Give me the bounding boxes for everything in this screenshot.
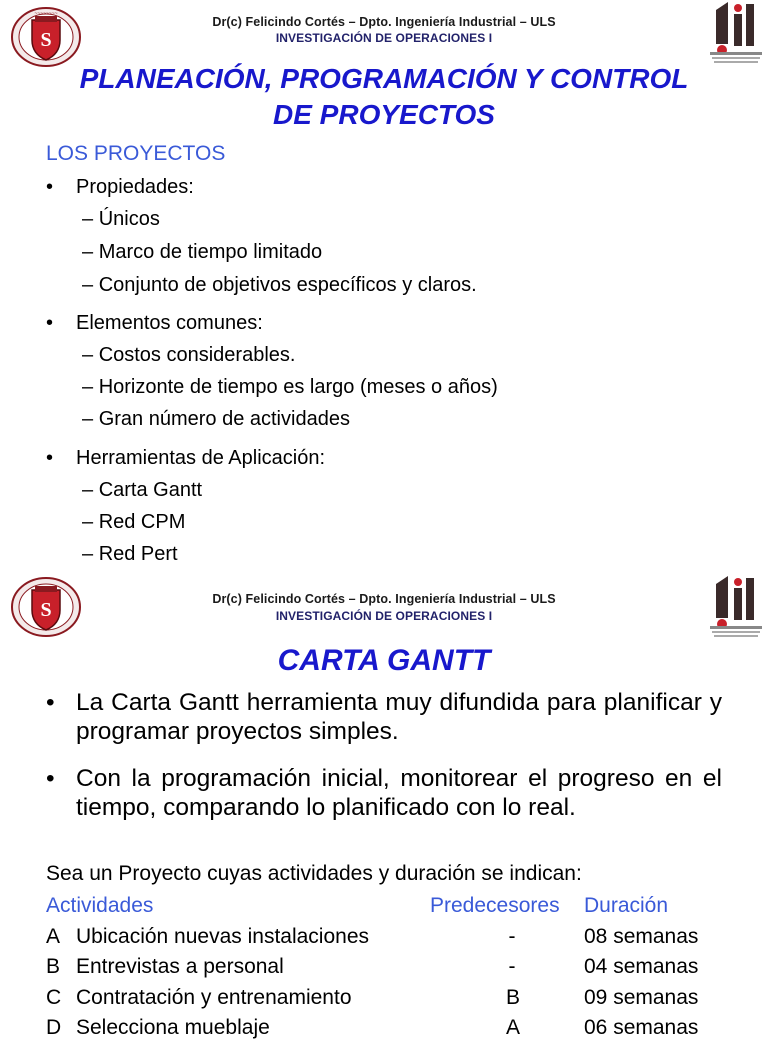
activity-predecessor: - [508, 925, 516, 948]
dash-marker: – [82, 274, 94, 296]
sub-item [82, 274, 477, 297]
bullet-label: Propiedades: [76, 176, 194, 198]
header-author-line: Dr(c) Felicindo Cortés – Dpto. Ingeniería Industrial – ULS [212, 15, 556, 29]
header-course-line: INVESTIGACIÓN DE OPERACIONES I [275, 31, 493, 45]
bullet-marker: • [46, 765, 55, 792]
table-row [46, 986, 768, 1012]
sub-item-text: Red CPM [98, 511, 186, 533]
activity-duration: 04 semanas [584, 955, 699, 978]
sub-item [82, 543, 178, 566]
activity-id: B [46, 955, 61, 978]
sub-item [82, 344, 295, 367]
activity-name: Selecciona mueblaje [76, 1016, 270, 1039]
bullet-marker: • [46, 176, 54, 198]
dash-marker: – [82, 543, 94, 565]
dash-marker: – [82, 511, 94, 533]
column-header-duration: Duración [584, 894, 669, 917]
dash-marker: – [82, 344, 94, 366]
activity-id: D [46, 1016, 62, 1039]
slide-2 [0, 568, 768, 1039]
activity-id: A [46, 925, 61, 948]
table-row [46, 925, 768, 951]
bullet-label: Herramientas de Aplicación: [76, 447, 326, 469]
sub-item-text: Carta Gantt [98, 479, 203, 501]
bullet-marker: • [46, 312, 54, 334]
paragraph-bullet [46, 688, 722, 746]
dash-marker: – [82, 479, 94, 501]
bullet-marker: • [46, 689, 55, 716]
paragraph-text: La Carta Gantt herramienta muy difundida para planificar y programar proyectos simples. [76, 689, 722, 745]
sub-item-text: Únicos [98, 208, 160, 230]
sub-item-text: Conjunto de objetivos específicos y claros. [98, 274, 477, 296]
activity-predecessor: - [508, 955, 516, 978]
activity-name: Ubicación nuevas instalaciones [76, 925, 370, 948]
activity-predecessor: B [506, 986, 521, 1009]
table-row [46, 1016, 768, 1042]
column-header-activities: Actividades [46, 894, 154, 917]
dash-marker: – [82, 376, 94, 398]
paragraph-text: Con la programación inicial, monitorear el progreso en el tiempo, comparando lo planificado con lo real. [76, 765, 722, 821]
sub-item [82, 208, 160, 231]
header-course-line: INVESTIGACIÓN DE OPERACIONES I [275, 609, 493, 623]
activity-name: Contratación y entrenamiento [76, 986, 352, 1009]
activity-id: C [46, 986, 62, 1009]
dash-marker: – [82, 241, 94, 263]
sub-item-text: Marco de tiempo limitado [98, 241, 323, 263]
paragraph-bullet [46, 764, 722, 822]
activity-duration: 08 semanas [584, 925, 699, 948]
dash-marker: – [82, 408, 94, 430]
table-intro: Sea un Proyecto cuyas actividades y duración se indican: [46, 862, 582, 885]
sub-item [82, 408, 350, 431]
sub-item [82, 241, 322, 264]
activity-duration: 06 semanas [584, 1016, 699, 1039]
column-header-predecessors: Predecesores [430, 894, 560, 917]
svg-text:~~~~~~~~: ~~~~~~~~ [34, 11, 58, 17]
dash-marker: – [82, 208, 94, 230]
slide-1-title-line-2: DE PROYECTOS [273, 99, 495, 130]
slide-2-title: CARTA GANTT [277, 644, 491, 677]
svg-text:S: S [40, 29, 52, 51]
activity-name: Entrevistas a personal [76, 955, 284, 978]
bullet-label: Elementos comunes: [76, 312, 263, 334]
activity-duration: 09 semanas [584, 986, 699, 1009]
sub-item-text: Costos considerables. [98, 344, 296, 366]
header-author-line: Dr(c) Felicindo Cortés – Dpto. Ingeniería Industrial – ULS [212, 592, 556, 606]
slide-1-title-line-1: PLANEACIÓN, PROGRAMACIÓN Y CONTROL [79, 63, 689, 94]
table-row [46, 955, 768, 981]
sub-item [82, 376, 498, 399]
sub-item [82, 511, 185, 534]
activity-predecessor: A [506, 1016, 521, 1039]
bullet-marker: • [46, 447, 54, 469]
department-logo [710, 574, 762, 640]
sub-item-text: Red Pert [98, 543, 178, 565]
svg-text:S: S [40, 599, 52, 621]
section-heading: LOS PROYECTOS [46, 142, 226, 165]
university-seal-logo [10, 576, 82, 638]
department-logo [710, 0, 762, 66]
sub-item [82, 479, 202, 502]
sub-item-text: Horizonte de tiempo es largo (meses o años) [98, 376, 498, 398]
sub-item-text: Gran número de actividades [98, 408, 350, 430]
